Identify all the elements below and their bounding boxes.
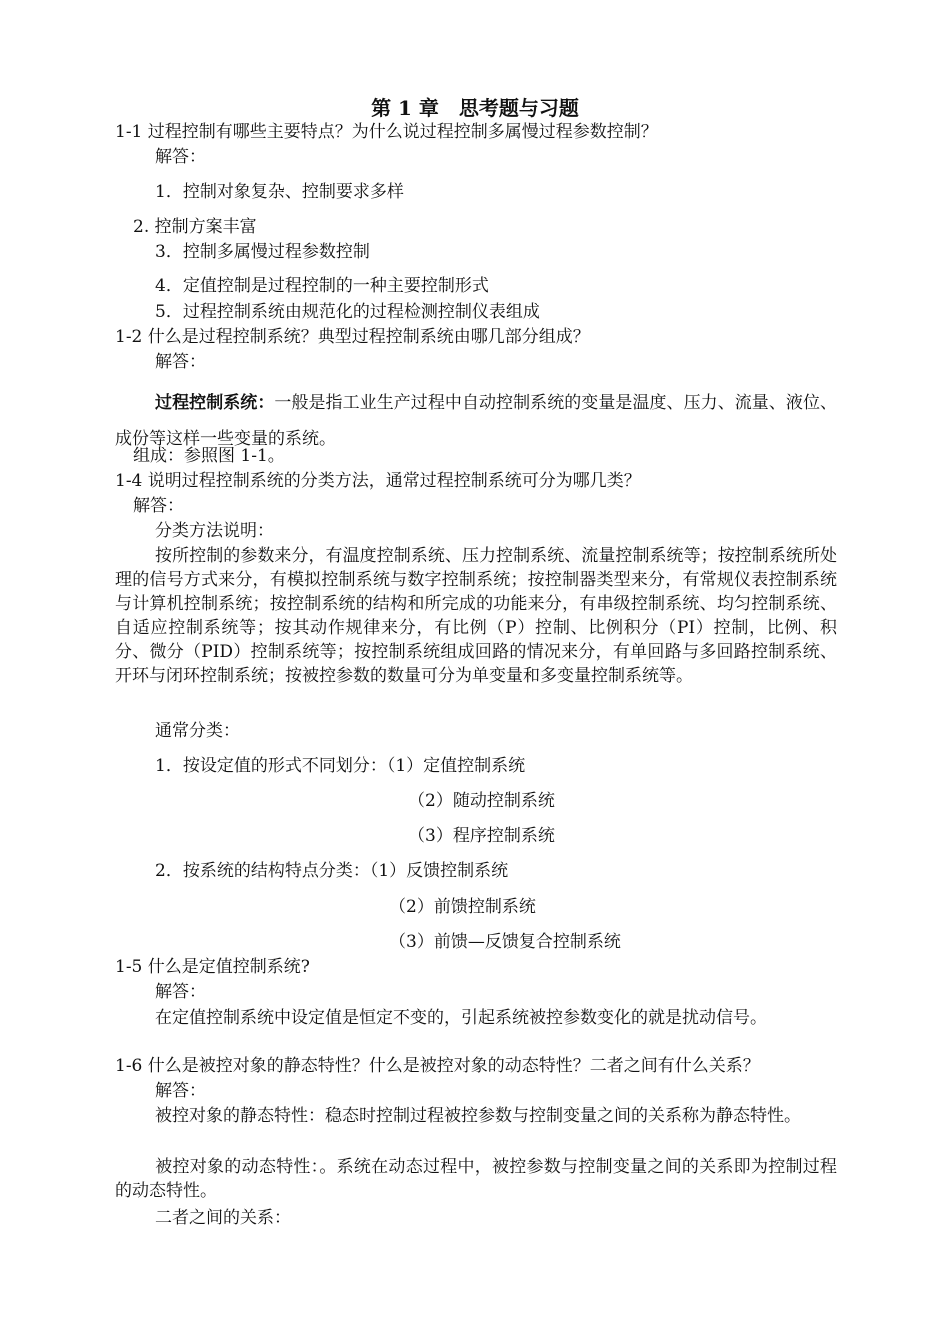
definition-text: 一般是指工业生产过程中自动控制系统的变量是温度、压力、流量、液位、成份等这样一些变量的系统。 xyxy=(115,393,838,449)
usual-classification-label: 通常分类： xyxy=(155,721,240,741)
class-2-heading: 2．按系统的结构特点分类：（1）反馈控制系统 xyxy=(155,861,509,881)
question-1-5: 1-5 什么是定值控制系统? xyxy=(115,957,310,977)
class-1-item: （2）随动控制系统 xyxy=(408,791,555,811)
question-1-6: 1-6 什么是被控对象的静态特性？什么是被控对象的动态特性？二者之间有什么关系？ xyxy=(115,1056,760,1076)
answer-label: 解答： xyxy=(155,147,206,167)
class-2-item: （3）前馈—反馈复合控制系统 xyxy=(389,932,621,952)
list-item: 4．定值控制是过程控制的一种主要控制形式 xyxy=(155,276,489,296)
question-1-4: 1-4 说明过程控制系统的分类方法，通常过程控制系统可分为哪几类？ xyxy=(115,471,641,491)
method-label: 分类方法说明： xyxy=(155,521,274,541)
dynamic-characteristic-paragraph xyxy=(115,1155,837,1203)
relation-label: 二者之间的关系： xyxy=(155,1208,291,1228)
composition-text: 组成：参照图 1-1。 xyxy=(133,446,285,466)
list-item: 2. 控制方案丰富 xyxy=(133,217,257,237)
list-item: 5．过程控制系统由规范化的过程检测控制仪表组成 xyxy=(155,302,540,322)
method-paragraph xyxy=(115,544,837,688)
class-1-heading: 1．按设定值的形式不同划分：（1）定值控制系统 xyxy=(155,756,526,776)
method-text: 按所控制的参数来分，有温度控制系统、压力控制系统、流量控制系统等；按控制系统所处理的信号方式来分，有模拟控制系统与数字控制系统；按控制器类型来分，有常规仪表控制系统与计算机控制系统；按控制系统的结构和所完成的功能来分，有串级控制系统、均匀控制系统、自适应控制系统等；按其动作规律来分，有比例（P）控制、比例积分（PI）控制，比例、积分、微分（PID）控制系统等；按控制系统组成回路的情况来分，有单回路与多回路控制系统、开环与闭环控制系统；按被控参数的数量可分为单变量和多变量控制系统等。 xyxy=(115,546,837,686)
class-2-item: （2）前馈控制系统 xyxy=(389,897,536,917)
static-characteristic-paragraph xyxy=(115,1104,837,1128)
definition-term: 过程控制系统： xyxy=(155,393,275,413)
answer-text: 在定值控制系统中设定值是恒定不变的，引起系统被控参数变化的就是扰动信号。 xyxy=(155,1008,767,1028)
class-1-item: （3）程序控制系统 xyxy=(408,826,555,846)
dynamic-text: 被控对象的动态特性：。系统在动态过程中，被控参数与控制变量之间的关系即为控制过程的动态特性。 xyxy=(115,1157,837,1201)
list-item: 3．控制多属慢过程参数控制 xyxy=(155,242,370,262)
question-1-2: 1-2 什么是过程控制系统？典型过程控制系统由哪几部分组成？ xyxy=(115,327,590,347)
answer-label: 解答： xyxy=(155,982,206,1002)
chapter-title: 第 1 章 思考题与习题 xyxy=(371,96,579,120)
answer-label: 解答： xyxy=(155,1081,206,1101)
question-1-1: 1-1 过程控制有哪些主要特点？为什么说过程控制多属慢过程参数控制？ xyxy=(115,122,658,142)
static-text: 被控对象的静态特性：稳态时控制过程被控参数与控制变量之间的关系称为静态特性。 xyxy=(155,1106,801,1126)
list-item: 1．控制对象复杂、控制要求多样 xyxy=(155,182,404,202)
answer-label: 解答： xyxy=(155,352,206,372)
answer-label: 解答： xyxy=(133,496,184,516)
